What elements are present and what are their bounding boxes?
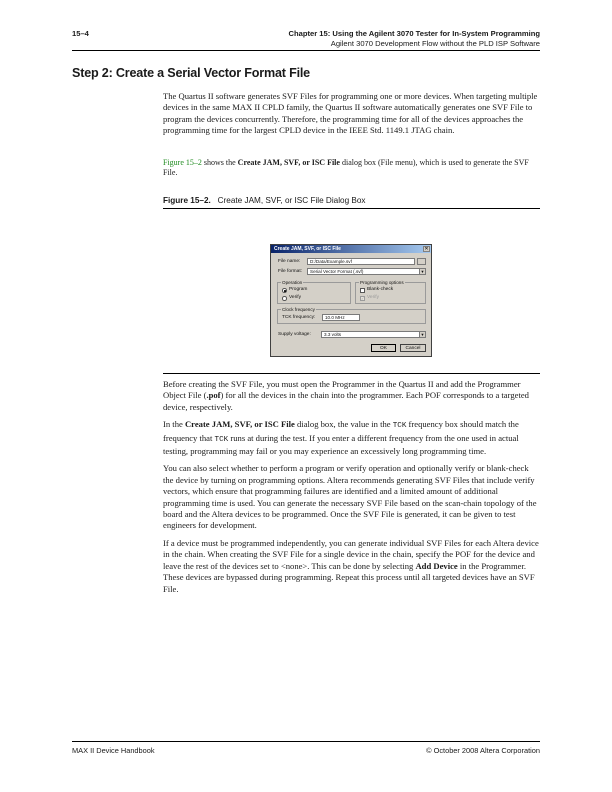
file-format-select[interactable] [307, 268, 426, 275]
file-format-value: Serial Vector Format (.svf) [310, 269, 364, 274]
browse-button[interactable] [417, 258, 426, 265]
verify-checkbox-label: Verify [367, 295, 379, 300]
p2-text-4: runs at during the test. If you enter a different frequency from the one used in actual testing, programming may fail or you may experience an excessively long programming time. [163, 432, 519, 457]
p2-bold: Create JAM, SVF, or ISC File [184, 419, 295, 430]
footer-copyright: © October 2008 Altera Corporation [426, 746, 540, 755]
p2-mono-2: TCK [214, 435, 229, 444]
close-icon[interactable]: ✕ [424, 246, 429, 252]
body-text [163, 379, 540, 595]
intro-block [163, 91, 540, 137]
figure-caption [163, 196, 366, 205]
supply-voltage-value: 3.3 volts [324, 332, 342, 337]
dialog-title: Create JAM, SVF, or ISC File [274, 246, 341, 252]
paragraph-pof [163, 379, 540, 413]
figure-rule-top [163, 208, 540, 209]
p1-text-2: ) for all the devices in the chain into the programmer. Each POF corresponds to a targeted device, respectively. [163, 390, 529, 412]
intro-paragraph: The Quartus II software generates SVF Files for programming one or more devices. When targeting multiple devices in the same MAX II CPLD family, the Quartus II software automatically generates one SVF File to program the devices concurrently. Therefore, the programming time for all of the devices approaches the programming time for the largest CPLD device in the IEEE Std. 1149.1 JTAG chain. [163, 91, 538, 136]
p1-text-1: Before creating the SVF File, you must open the Programmer in the Quartus II and add the Programmer Object File ( [163, 379, 521, 401]
paragraph-tck [163, 419, 540, 457]
p2-mono-1: TCK [392, 422, 407, 431]
figure-rule-bottom [163, 373, 540, 374]
p2-text-2: dialog box, the value in the [294, 419, 393, 430]
file-name-label: File name: [278, 259, 301, 264]
ref-text-1: shows the [201, 158, 238, 167]
footer-rule [72, 741, 540, 742]
figure-caption-text: Create JAM, SVF, or ISC File Dialog Box [217, 196, 366, 205]
p1-bold: .pof [206, 390, 221, 401]
ref-bold: Create JAM, SVF, or ISC File [237, 158, 340, 167]
p2-text-3: frequency box should match the frequency that [163, 419, 519, 443]
p2-text-1: In the [163, 419, 185, 430]
section-running-title: Agilent 3070 Development Flow without the PLD ISP Software [330, 38, 540, 48]
operation-group-title: Operation [282, 280, 303, 285]
blank-check-label: Blank-check [367, 287, 394, 292]
p4-text-2: in the Programmer. These devices are bypassed during programming. Repeat this process until all targeted devices have an SVF File. [163, 560, 535, 594]
tck-frequency-label: TCK frequency: [282, 315, 316, 320]
running-header [289, 29, 541, 48]
section-heading: Step 2: Create a Serial Vector Format File [72, 66, 310, 80]
operation-group [277, 282, 351, 304]
programming-options-title: Programming options [360, 280, 404, 285]
figure-label: Figure 15–2. [163, 196, 211, 205]
clock-frequency-group [277, 309, 426, 324]
ok-button[interactable]: OK [371, 344, 396, 352]
verify-radio-label: Verify [289, 295, 301, 300]
header-rule [72, 50, 540, 51]
figure-link[interactable]: Figure 15–2 [163, 158, 202, 167]
file-name-input[interactable]: D:/Data/Example.svf [307, 258, 415, 265]
create-file-dialog [270, 244, 432, 357]
supply-voltage-select[interactable] [321, 331, 426, 338]
page-number: 15–4 [72, 29, 89, 38]
verify-checkbox[interactable]: ✓ [361, 296, 365, 301]
footer-handbook-title: MAX II Device Handbook [72, 746, 155, 755]
figure-ref-block [163, 158, 540, 179]
program-radio[interactable] [282, 288, 287, 293]
supply-voltage-label: Supply voltage: [278, 332, 311, 337]
program-radio-label: Program [289, 287, 308, 292]
tck-frequency-input[interactable]: 10.0 MHz [322, 314, 360, 321]
file-format-label: File format: [278, 269, 302, 274]
chevron-down-icon[interactable]: ▼ [420, 332, 425, 337]
paragraph-independent-programming [163, 538, 540, 595]
p4-text-1: If a device must be programmed independently, you can generate individual SVF Files for each Altera device in the chain. When creating the SVF File for a single device in the chain, specify the POF for the device and leave the rest of the devices set to <none>. This can be done by selecting [163, 537, 539, 571]
chapter-title: Chapter 15: Using the Agilent 3070 Tester for In-System Programming [288, 29, 540, 38]
p4-bold: Add Device [415, 560, 458, 571]
ref-text-2: dialog box (File menu), which is used to generate the SVF File. [163, 158, 529, 178]
cancel-button[interactable]: Cancel [400, 344, 426, 352]
clock-frequency-title: Clock frequency [282, 307, 315, 312]
programming-options-group [355, 282, 426, 304]
verify-radio[interactable] [282, 296, 287, 301]
figure-ref-paragraph [163, 158, 540, 179]
dialog-title-bar [271, 245, 431, 253]
blank-check-checkbox[interactable] [360, 288, 365, 293]
paragraph-verify-options: You can also select whether to perform a program or verify operation and optionally verify or blank-check the device by turning on programming options. Altera recommends generating SVF Files that include verify vectors, which ensure that programming failures are identified and a limited amount of additional programming time is used. You can generate the necessary SVF File based on the scan-chain topology of the board and the Altera devices to be programmed. Once the SVF File is generated, it can be given to test engineers for development. [163, 463, 537, 531]
chevron-down-icon[interactable]: ▼ [420, 269, 425, 274]
